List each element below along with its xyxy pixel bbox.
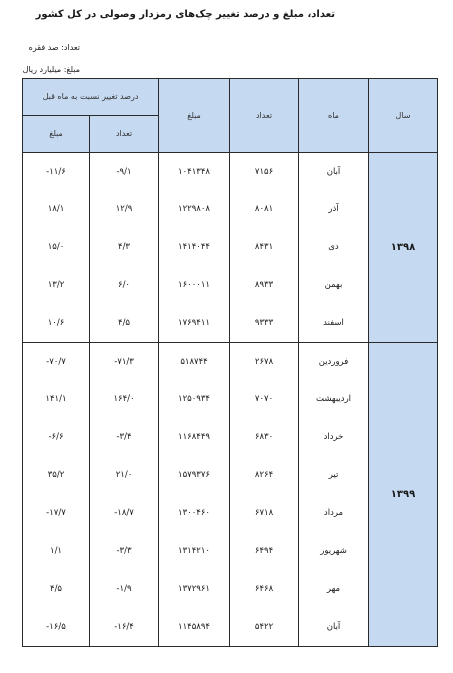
change-count-cell: ۱۲/۹ (90, 191, 159, 229)
year-cell: ۱۳۹۸ (369, 153, 438, 343)
unit-note-count: تعداد: صد فقره (28, 43, 80, 52)
change-amount-cell: -۱۷/۷ (23, 495, 90, 533)
table-row (23, 343, 438, 381)
header-change-group: درصد تغییر نسبت به ماه قبل (23, 79, 159, 116)
change-amount-cell: ۳۵/۲ (23, 457, 90, 495)
month-cell: تیر (299, 457, 369, 495)
amount-cell: ۱۵۷۹۳۷۶ (159, 457, 230, 495)
amount-cell: ۱۰۴۱۳۴۸ (159, 153, 230, 191)
month-cell: بهمن (299, 267, 369, 305)
count-cell: ۸۴۳۱ (230, 229, 299, 267)
change-amount-cell: -۷۰/۷ (23, 343, 90, 381)
year-cell: ۱۳۹۹ (369, 343, 438, 647)
count-cell: ۸۹۳۳ (230, 267, 299, 305)
change-amount-cell: ۱۳/۲ (23, 267, 90, 305)
month-cell: خرداد (299, 419, 369, 457)
month-cell: فروردین (299, 343, 369, 381)
change-amount-cell: ۱/۱ (23, 533, 90, 571)
count-cell: ۶۸۳۰ (230, 419, 299, 457)
month-cell: اسفند (299, 305, 369, 343)
change-count-cell: ۱۶۴/۰ (90, 381, 159, 419)
change-count-cell: -۱۶/۴ (90, 609, 159, 647)
change-count-cell: ۴/۳ (90, 229, 159, 267)
change-amount-cell: ۱۴۱/۱ (23, 381, 90, 419)
change-count-cell: ۶/۰ (90, 267, 159, 305)
amount-cell: ۵۱۸۷۴۴ (159, 343, 230, 381)
change-count-cell: -۷۱/۳ (90, 343, 159, 381)
amount-cell: ۱۳۰۰۴۶۰ (159, 495, 230, 533)
count-cell: ۸۲۶۴ (230, 457, 299, 495)
table-row (23, 153, 438, 191)
header-count: تعداد (230, 79, 299, 153)
change-count-cell: -۳/۴ (90, 419, 159, 457)
amount-cell: ۱۱۴۵۸۹۴ (159, 609, 230, 647)
count-cell: ۶۴۶۸ (230, 571, 299, 609)
unit-note-amount: مبلغ: میلیارد ریال (22, 65, 80, 74)
amount-cell: ۱۷۶۹۴۱۱ (159, 305, 230, 343)
count-cell: ۷۱۵۶ (230, 153, 299, 191)
count-cell: ۷۰۷۰ (230, 381, 299, 419)
amount-cell: ۱۶۰۰۰۱۱ (159, 267, 230, 305)
change-amount-cell: ۱۸/۱ (23, 191, 90, 229)
month-cell: شهریور (299, 533, 369, 571)
month-cell: اردیبهشت (299, 381, 369, 419)
count-cell: ۵۴۲۲ (230, 609, 299, 647)
month-cell: آبان (299, 609, 369, 647)
header-change-count: تعداد (90, 116, 159, 153)
change-count-cell: ۲۱/۰ (90, 457, 159, 495)
change-amount-cell: -۱۱/۶ (23, 153, 90, 191)
cheque-table (22, 78, 438, 647)
amount-cell: ۱۳۷۲۹۶۱ (159, 571, 230, 609)
header-year: سال (369, 79, 438, 153)
change-count-cell: -۹/۱ (90, 153, 159, 191)
amount-cell: ۱۴۱۴۰۴۴ (159, 229, 230, 267)
header-month: ماه (299, 79, 369, 153)
count-cell: ۶۷۱۸ (230, 495, 299, 533)
amount-cell: ۱۳۱۴۲۱۰ (159, 533, 230, 571)
amount-cell: ۱۱۶۸۴۴۹ (159, 419, 230, 457)
header-change-amount: مبلغ (23, 116, 90, 153)
change-count-cell: ۴/۵ (90, 305, 159, 343)
change-amount-cell: ۱۵/۰ (23, 229, 90, 267)
count-cell: ۲۶۷۸ (230, 343, 299, 381)
page-title: تعداد، مبلغ و درصد تغییر چک‌های رمزدار وصولی در کل کشور (35, 9, 335, 20)
count-cell: ۶۴۹۴ (230, 533, 299, 571)
change-amount-cell: ۴/۵ (23, 571, 90, 609)
header-amount: مبلغ (159, 79, 230, 153)
month-cell: آذر (299, 191, 369, 229)
change-amount-cell: -۱۶/۵ (23, 609, 90, 647)
change-amount-cell: -۶/۶ (23, 419, 90, 457)
count-cell: ۹۳۳۳ (230, 305, 299, 343)
change-count-cell: -۳/۳ (90, 533, 159, 571)
month-cell: مهر (299, 571, 369, 609)
month-cell: مرداد (299, 495, 369, 533)
change-count-cell: -۱/۹ (90, 571, 159, 609)
change-amount-cell: ۱۰/۶ (23, 305, 90, 343)
amount-cell: ۱۲۵۰۹۳۴ (159, 381, 230, 419)
month-cell: آبان (299, 153, 369, 191)
count-cell: ۸۰۸۱ (230, 191, 299, 229)
amount-cell: ۱۲۲۹۸۰۸ (159, 191, 230, 229)
month-cell: دی (299, 229, 369, 267)
change-count-cell: -۱۸/۷ (90, 495, 159, 533)
